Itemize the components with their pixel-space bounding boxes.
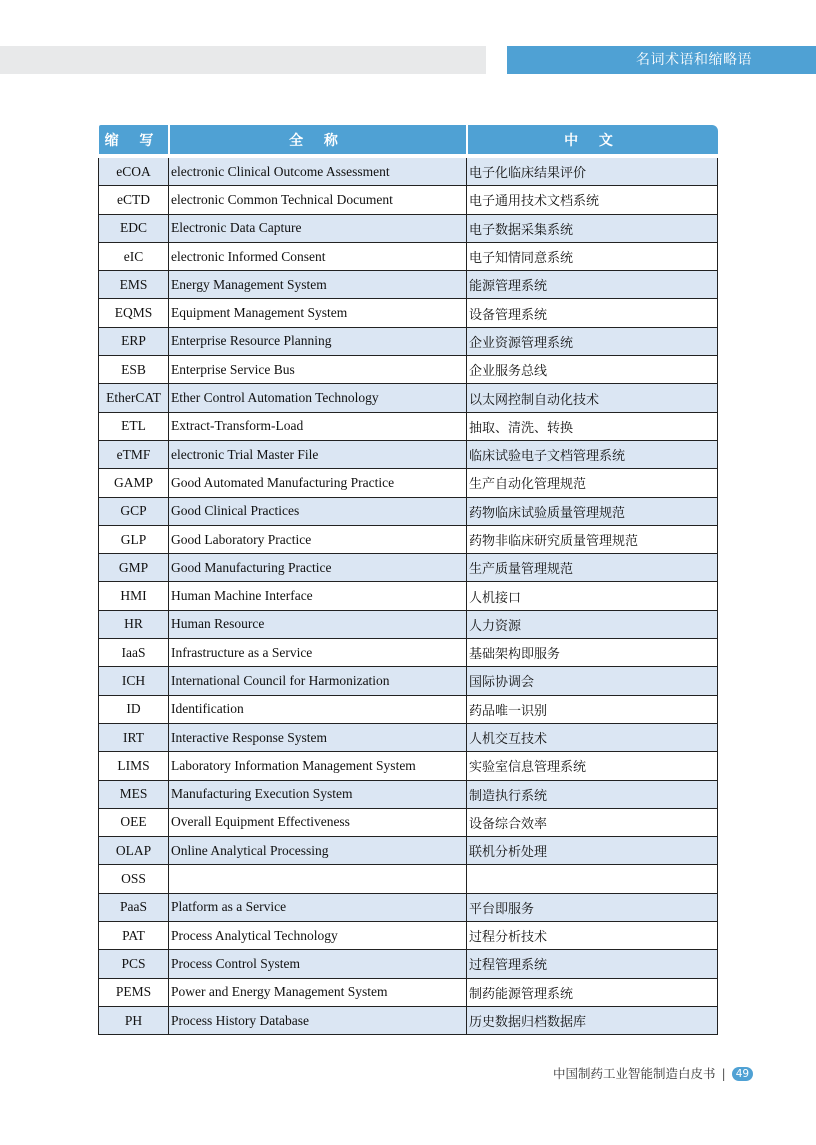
chinese-cell: 过程管理系统 <box>467 950 718 978</box>
full-name-cell: Identification <box>169 695 467 723</box>
table-row <box>99 186 718 214</box>
abbreviation-cell: eCOA <box>99 156 169 186</box>
abbreviation-cell: HMI <box>99 582 169 610</box>
table-row <box>99 950 718 978</box>
full-name-cell: electronic Informed Consent <box>169 242 467 270</box>
abbreviation-cell: PaaS <box>99 893 169 921</box>
table-row <box>99 412 718 440</box>
abbreviation-cell: OSS <box>99 865 169 893</box>
table-row <box>99 582 718 610</box>
chinese-cell: 药物非临床研究质量管理规范 <box>467 525 718 553</box>
abbreviation-cell: ESB <box>99 356 169 384</box>
chinese-cell: 以太网控制自动化技术 <box>467 384 718 412</box>
abbreviation-cell: EDC <box>99 214 169 242</box>
page-number: 49 <box>732 1067 753 1081</box>
table-row <box>99 554 718 582</box>
full-name-cell: Manufacturing Execution System <box>169 780 467 808</box>
chinese-cell: 制药能源管理系统 <box>467 978 718 1006</box>
abbreviation-cell: GCP <box>99 497 169 525</box>
table-row <box>99 893 718 921</box>
full-name-cell: Overall Equipment Effectiveness <box>169 808 467 836</box>
full-name-cell: Infrastructure as a Service <box>169 639 467 667</box>
chinese-cell: 设备综合效率 <box>467 808 718 836</box>
table-row <box>99 978 718 1006</box>
chinese-cell: 过程分析技术 <box>467 922 718 950</box>
chinese-cell <box>467 865 718 893</box>
table-row <box>99 384 718 412</box>
full-name-cell: Extract-Transform-Load <box>169 412 467 440</box>
abbreviation-cell: PH <box>99 1006 169 1034</box>
table-row <box>99 469 718 497</box>
chinese-cell: 联机分析处理 <box>467 837 718 865</box>
chinese-cell: 生产质量管理规范 <box>467 554 718 582</box>
table-row <box>99 214 718 242</box>
abbreviation-cell: HR <box>99 610 169 638</box>
table-row <box>99 780 718 808</box>
abbreviation-cell: ID <box>99 695 169 723</box>
abbreviation-cell: GMP <box>99 554 169 582</box>
table-row <box>99 667 718 695</box>
abbreviation-cell: PEMS <box>99 978 169 1006</box>
book-title: 中国制药工业智能制造白皮书 <box>553 1066 716 1081</box>
full-name-cell: Human Machine Interface <box>169 582 467 610</box>
footer-separator: | <box>721 1066 726 1081</box>
abbreviation-cell: ETL <box>99 412 169 440</box>
full-name-cell: Enterprise Service Bus <box>169 356 467 384</box>
chinese-cell: 电子化临床结果评价 <box>467 156 718 186</box>
chinese-cell: 电子知情同意系统 <box>467 242 718 270</box>
chinese-cell: 平台即服务 <box>467 893 718 921</box>
table-row <box>99 242 718 270</box>
abbreviation-cell: eCTD <box>99 186 169 214</box>
table-row <box>99 156 718 186</box>
full-name-cell: Good Laboratory Practice <box>169 525 467 553</box>
abbreviation-cell: OEE <box>99 808 169 836</box>
full-name-cell: Good Manufacturing Practice <box>169 554 467 582</box>
chinese-cell: 设备管理系统 <box>467 299 718 327</box>
full-name-cell: Human Resource <box>169 610 467 638</box>
table-row <box>99 752 718 780</box>
column-header-full-name: 全 称 <box>169 125 467 156</box>
chinese-cell: 电子通用技术文档系统 <box>467 186 718 214</box>
chinese-cell: 药品唯一识别 <box>467 695 718 723</box>
abbreviation-cell: LIMS <box>99 752 169 780</box>
abbreviation-cell: MES <box>99 780 169 808</box>
abbreviation-cell: eTMF <box>99 440 169 468</box>
full-name-cell: Interactive Response System <box>169 723 467 751</box>
abbreviation-cell: IRT <box>99 723 169 751</box>
abbreviation-cell: EQMS <box>99 299 169 327</box>
full-name-cell: Good Automated Manufacturing Practice <box>169 469 467 497</box>
full-name-cell: Process Control System <box>169 950 467 978</box>
full-name-cell: Process History Database <box>169 1006 467 1034</box>
abbreviation-cell: ICH <box>99 667 169 695</box>
column-header-abbreviation: 缩 写 <box>99 125 169 156</box>
full-name-cell: Good Clinical Practices <box>169 497 467 525</box>
chinese-cell: 人机接口 <box>467 582 718 610</box>
chinese-cell: 抽取、清洗、转换 <box>467 412 718 440</box>
table-row <box>99 837 718 865</box>
abbreviation-cell: EMS <box>99 271 169 299</box>
full-name-cell: electronic Trial Master File <box>169 440 467 468</box>
full-name-cell: electronic Common Technical Document <box>169 186 467 214</box>
table-row <box>99 723 718 751</box>
table-row <box>99 440 718 468</box>
chinese-cell: 企业服务总线 <box>467 356 718 384</box>
full-name-cell: Electronic Data Capture <box>169 214 467 242</box>
full-name-cell: Laboratory Information Management System <box>169 752 467 780</box>
table-row <box>99 497 718 525</box>
chinese-cell: 实验室信息管理系统 <box>467 752 718 780</box>
chinese-cell: 制造执行系统 <box>467 780 718 808</box>
table-row <box>99 1006 718 1034</box>
abbreviation-cell: EtherCAT <box>99 384 169 412</box>
section-title: 名词术语和缩略语 <box>636 52 752 68</box>
chinese-cell: 人机交互技术 <box>467 723 718 751</box>
table-row <box>99 356 718 384</box>
table-row <box>99 922 718 950</box>
column-header-chinese: 中 文 <box>467 125 718 156</box>
table-row <box>99 271 718 299</box>
abbreviation-cell: ERP <box>99 327 169 355</box>
chinese-cell: 历史数据归档数据库 <box>467 1006 718 1034</box>
chinese-cell: 电子数据采集系统 <box>467 214 718 242</box>
table-row <box>99 327 718 355</box>
abbreviation-cell: IaaS <box>99 639 169 667</box>
table-row <box>99 299 718 327</box>
chinese-cell: 能源管理系统 <box>467 271 718 299</box>
table-row <box>99 525 718 553</box>
full-name-cell: Ether Control Automation Technology <box>169 384 467 412</box>
full-name-cell: Energy Management System <box>169 271 467 299</box>
full-name-cell: Enterprise Resource Planning <box>169 327 467 355</box>
chinese-cell: 企业资源管理系统 <box>467 327 718 355</box>
abbreviation-cell: GLP <box>99 525 169 553</box>
table-row <box>99 865 718 893</box>
full-name-cell: electronic Clinical Outcome Assessment <box>169 156 467 186</box>
abbreviation-cell: OLAP <box>99 837 169 865</box>
full-name-cell: Equipment Management System <box>169 299 467 327</box>
page-footer <box>553 1064 753 1084</box>
chinese-cell: 国际协调会 <box>467 667 718 695</box>
full-name-cell: Power and Energy Management System <box>169 978 467 1006</box>
section-title-banner <box>507 46 816 74</box>
full-name-cell: Online Analytical Processing <box>169 837 467 865</box>
chinese-cell: 基础架构即服务 <box>467 639 718 667</box>
full-name-cell <box>169 865 467 893</box>
chinese-cell: 临床试验电子文档管理系统 <box>467 440 718 468</box>
table-row <box>99 808 718 836</box>
table-row <box>99 695 718 723</box>
table-row <box>99 639 718 667</box>
abbreviation-cell: PCS <box>99 950 169 978</box>
full-name-cell: International Council for Harmonization <box>169 667 467 695</box>
full-name-cell: Platform as a Service <box>169 893 467 921</box>
chinese-cell: 药物临床试验质量管理规范 <box>467 497 718 525</box>
chinese-cell: 人力资源 <box>467 610 718 638</box>
header-grey-band <box>0 46 486 74</box>
chinese-cell: 生产自动化管理规范 <box>467 469 718 497</box>
table-header-row <box>99 125 718 156</box>
abbreviation-cell: eIC <box>99 242 169 270</box>
abbreviation-cell: GAMP <box>99 469 169 497</box>
abbreviation-table <box>98 125 718 1035</box>
abbreviation-cell: PAT <box>99 922 169 950</box>
table-row <box>99 610 718 638</box>
full-name-cell: Process Analytical Technology <box>169 922 467 950</box>
